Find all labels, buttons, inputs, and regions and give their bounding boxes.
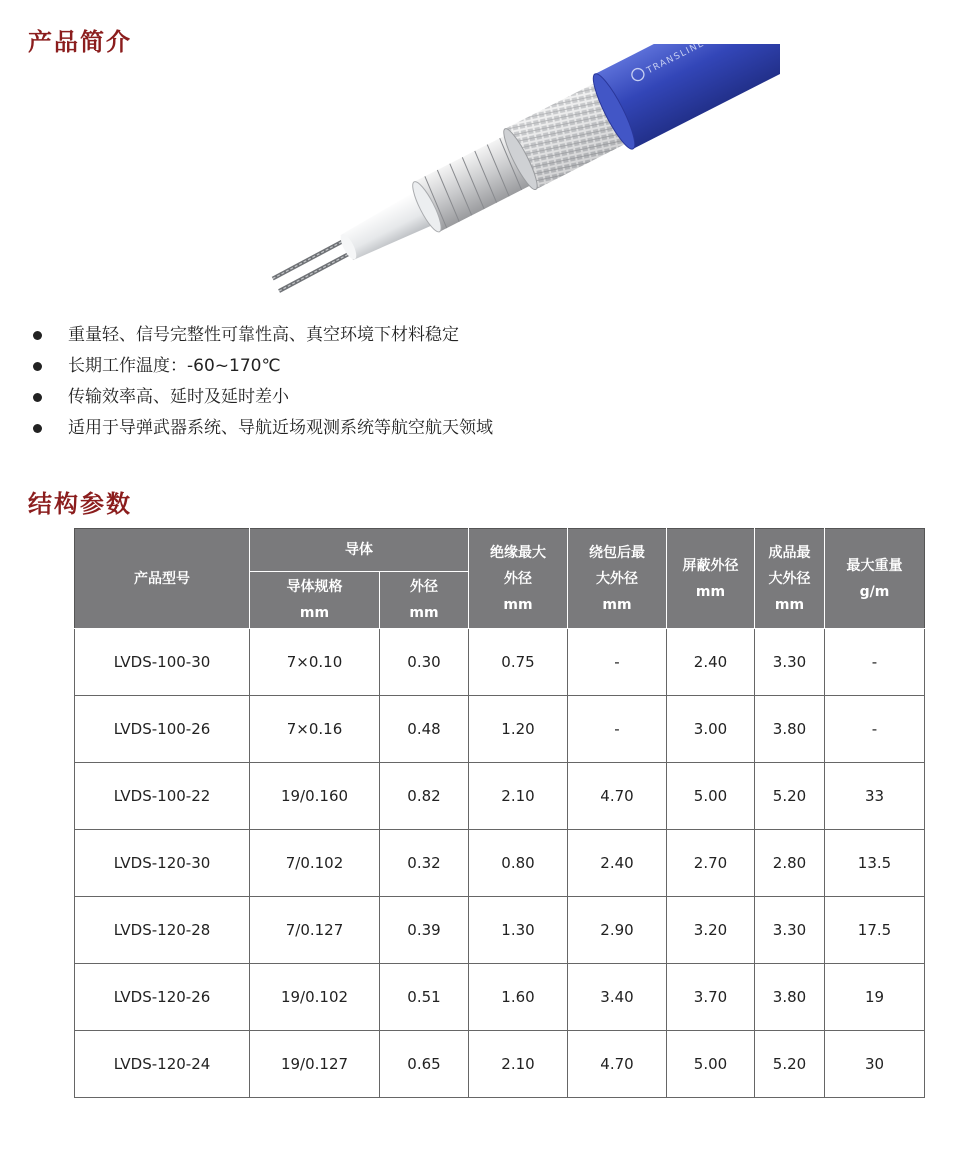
cell-model: LVDS-120-26 bbox=[75, 964, 250, 1031]
feature-text: 长期工作温度：-60~170℃ bbox=[68, 356, 281, 376]
cell-model: LVDS-100-30 bbox=[75, 629, 250, 696]
cell-max-weight: 17.5 bbox=[825, 897, 925, 964]
cell-insulation-od: 1.20 bbox=[469, 696, 568, 763]
cell-shield-od: 2.40 bbox=[667, 629, 755, 696]
cell-finished-od: 5.20 bbox=[755, 1031, 825, 1098]
cable-product-image bbox=[220, 44, 780, 304]
bullet-icon bbox=[33, 362, 42, 371]
cell-shield-od: 5.00 bbox=[667, 1031, 755, 1098]
cell-model: LVDS-100-22 bbox=[75, 763, 250, 830]
cell-shield-od: 3.20 bbox=[667, 897, 755, 964]
header-finished-od: 成品最 大外径 mm bbox=[755, 529, 825, 629]
feature-item bbox=[30, 351, 493, 382]
bullet-icon bbox=[33, 424, 42, 433]
cell-insulation-od: 0.80 bbox=[469, 830, 568, 897]
cell-model: LVDS-120-24 bbox=[75, 1031, 250, 1098]
cell-max-weight: - bbox=[825, 696, 925, 763]
header-model: 产品型号 bbox=[75, 529, 250, 629]
header-shield-od: 屏蔽外径 mm bbox=[667, 529, 755, 629]
cell-wrapped-od: 3.40 bbox=[568, 964, 667, 1031]
feature-text: 适用于导弹武器系统、导航近场观测系统等航空航天领域 bbox=[68, 418, 493, 438]
brand-text: TRANSLINE bbox=[645, 44, 707, 77]
cell-max-weight: - bbox=[825, 629, 925, 696]
bullet-icon bbox=[33, 393, 42, 402]
cell-conductor-od: 0.39 bbox=[380, 897, 469, 964]
header-insulation-od: 绝缘最大 外径 mm bbox=[469, 529, 568, 629]
cell-conductor-spec: 19/0.102 bbox=[250, 964, 380, 1031]
cell-finished-od: 3.30 bbox=[755, 629, 825, 696]
feature-text: 重量轻、信号完整性可靠性高、真空环境下材料稳定 bbox=[68, 325, 459, 345]
header-max-weight: 最大重量 g/m bbox=[825, 529, 925, 629]
cell-insulation-od: 2.10 bbox=[469, 1031, 568, 1098]
cell-conductor-od: 0.82 bbox=[380, 763, 469, 830]
cell-shield-od: 5.00 bbox=[667, 763, 755, 830]
header-conductor-spec: 导体规格 mm bbox=[250, 572, 380, 629]
cell-conductor-spec: 19/0.160 bbox=[250, 763, 380, 830]
feature-item bbox=[30, 413, 493, 444]
cell-finished-od: 3.80 bbox=[755, 964, 825, 1031]
cell-finished-od: 3.80 bbox=[755, 696, 825, 763]
cell-finished-od: 2.80 bbox=[755, 830, 825, 897]
feature-list bbox=[30, 320, 493, 444]
feature-text: 传输效率高、延时及延时差小 bbox=[68, 387, 289, 407]
cell-max-weight: 19 bbox=[825, 964, 925, 1031]
cell-shield-od: 3.00 bbox=[667, 696, 755, 763]
cell-shield-od: 2.70 bbox=[667, 830, 755, 897]
cell-max-weight: 33 bbox=[825, 763, 925, 830]
table-row bbox=[75, 1031, 925, 1098]
header-conductor-od: 外径 mm bbox=[380, 572, 469, 629]
cell-model: LVDS-120-28 bbox=[75, 897, 250, 964]
table-row bbox=[75, 629, 925, 696]
cell-insulation-od: 2.10 bbox=[469, 763, 568, 830]
cell-shield-od: 3.70 bbox=[667, 964, 755, 1031]
cell-conductor-od: 0.51 bbox=[380, 964, 469, 1031]
table-row bbox=[75, 696, 925, 763]
table-row bbox=[75, 830, 925, 897]
cell-conductor-od: 0.48 bbox=[380, 696, 469, 763]
cell-conductor-od: 0.30 bbox=[380, 629, 469, 696]
cell-wrapped-od: 2.90 bbox=[568, 897, 667, 964]
table-row bbox=[75, 964, 925, 1031]
cell-conductor-spec: 19/0.127 bbox=[250, 1031, 380, 1098]
spec-table-body bbox=[75, 629, 925, 1098]
bullet-icon bbox=[33, 331, 42, 340]
feature-item bbox=[30, 382, 493, 413]
feature-item bbox=[30, 320, 493, 351]
cell-wrapped-od: 4.70 bbox=[568, 763, 667, 830]
cell-wrapped-od: - bbox=[568, 696, 667, 763]
section-title-product-intro: 产品简介 bbox=[28, 28, 132, 56]
cell-finished-od: 3.30 bbox=[755, 897, 825, 964]
header-wrapped-od: 绕包后最 大外径 mm bbox=[568, 529, 667, 629]
cell-model: LVDS-120-30 bbox=[75, 830, 250, 897]
header-conductor: 导体 bbox=[250, 529, 469, 572]
cell-finished-od: 5.20 bbox=[755, 763, 825, 830]
cell-conductor-od: 0.32 bbox=[380, 830, 469, 897]
cell-conductor-od: 0.65 bbox=[380, 1031, 469, 1098]
cell-model: LVDS-100-26 bbox=[75, 696, 250, 763]
section-title-structure-params: 结构参数 bbox=[28, 490, 132, 518]
cell-conductor-spec: 7/0.127 bbox=[250, 897, 380, 964]
cell-conductor-spec: 7/0.102 bbox=[250, 830, 380, 897]
cell-conductor-spec: 7×0.10 bbox=[250, 629, 380, 696]
cell-wrapped-od: 4.70 bbox=[568, 1031, 667, 1098]
table-row bbox=[75, 763, 925, 830]
cell-wrapped-od: 2.40 bbox=[568, 830, 667, 897]
cell-conductor-spec: 7×0.16 bbox=[250, 696, 380, 763]
table-row bbox=[75, 897, 925, 964]
cell-wrapped-od: - bbox=[568, 629, 667, 696]
cell-insulation-od: 1.30 bbox=[469, 897, 568, 964]
cell-max-weight: 13.5 bbox=[825, 830, 925, 897]
cell-insulation-od: 1.60 bbox=[469, 964, 568, 1031]
spec-table bbox=[74, 528, 925, 1098]
cell-insulation-od: 0.75 bbox=[469, 629, 568, 696]
cell-max-weight: 30 bbox=[825, 1031, 925, 1098]
